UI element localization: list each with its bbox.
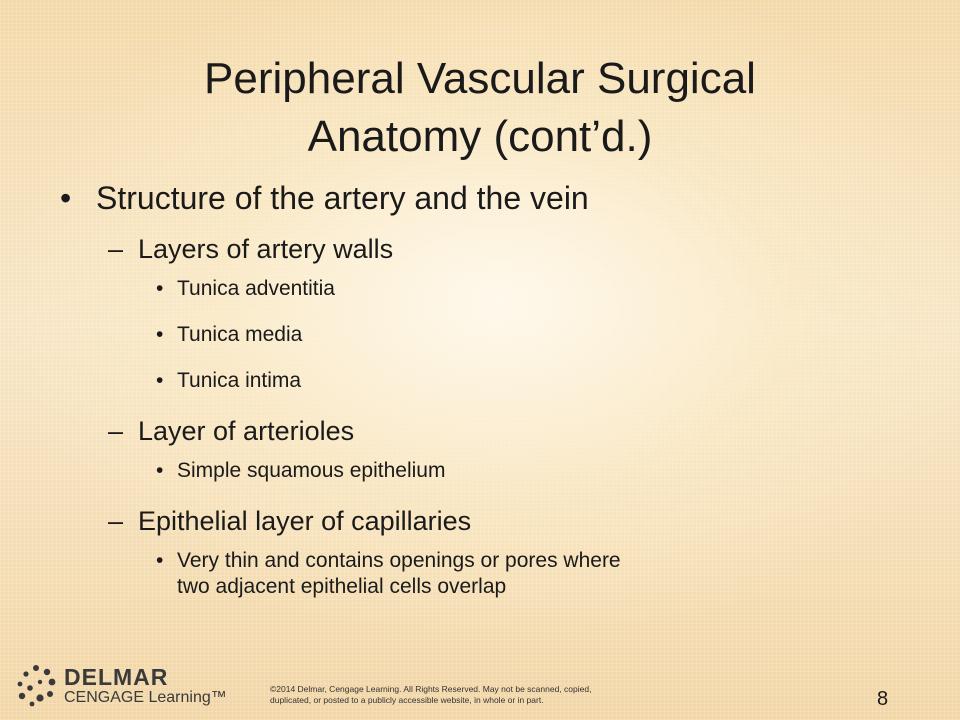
list-item xyxy=(60,458,920,484)
sub-heading-arterioles xyxy=(60,414,920,448)
delmar-dot-mark-icon xyxy=(14,664,58,708)
logo-delmar-text: DELMAR xyxy=(64,664,169,690)
slide-number: 8 xyxy=(877,688,889,710)
dash-marker: – xyxy=(108,416,124,446)
dash-marker: – xyxy=(108,234,124,264)
list-item-text-line-2: two adjacent epithelial cells overlap xyxy=(177,575,507,598)
bullet-marker: • xyxy=(156,549,164,572)
bullet-marker: • xyxy=(156,277,164,300)
sub-heading-text: Layer of arterioles xyxy=(138,416,355,446)
logo-cengage-text xyxy=(64,689,227,707)
copyright-line-1: ©2014 Delmar, Cengage Learning. All Rights Reserved. May not be scanned, copied, xyxy=(270,684,592,694)
list-item xyxy=(60,548,920,600)
list-item-text: Tunica media xyxy=(177,323,303,346)
main-bullet-text: Structure of the artery and the vein xyxy=(96,180,589,216)
sub-heading-text: Epithelial layer of capillaries xyxy=(138,506,472,536)
list-item-text: Tunica adventitia xyxy=(177,277,335,300)
bullet-marker: • xyxy=(156,323,164,346)
delmar-cengage-logo xyxy=(14,660,234,710)
list-item xyxy=(60,276,920,302)
sub-heading-artery-walls xyxy=(60,232,920,266)
list-item xyxy=(60,322,920,348)
list-item xyxy=(60,368,920,394)
list-item-text: Simple squamous epithelium xyxy=(177,459,446,482)
sub-heading-text: Layers of artery walls xyxy=(138,234,394,264)
logo-trademark: ™ xyxy=(210,689,227,706)
bullet-marker: • xyxy=(60,180,72,216)
slide-content xyxy=(60,178,920,620)
bullet-marker: • xyxy=(156,459,164,482)
list-item-text-line-1: Very thin and contains openings or pores where xyxy=(177,549,621,572)
slide-title xyxy=(60,50,900,166)
bullet-marker: • xyxy=(156,369,164,392)
dash-marker: – xyxy=(108,506,124,536)
sub-heading-capillaries xyxy=(60,504,920,538)
copyright-line-2: duplicated, or posted to a publicly accessible website, in whole or in part. xyxy=(270,695,544,705)
logo-cengage-label: CENGAGE Learning xyxy=(64,689,211,706)
copyright-notice xyxy=(270,684,700,706)
title-line-2: Anatomy (cont’d.) xyxy=(307,112,653,161)
title-line-1: Peripheral Vascular Surgical xyxy=(204,54,756,103)
list-item-text: Tunica intima xyxy=(177,369,302,392)
main-bullet xyxy=(60,178,920,218)
